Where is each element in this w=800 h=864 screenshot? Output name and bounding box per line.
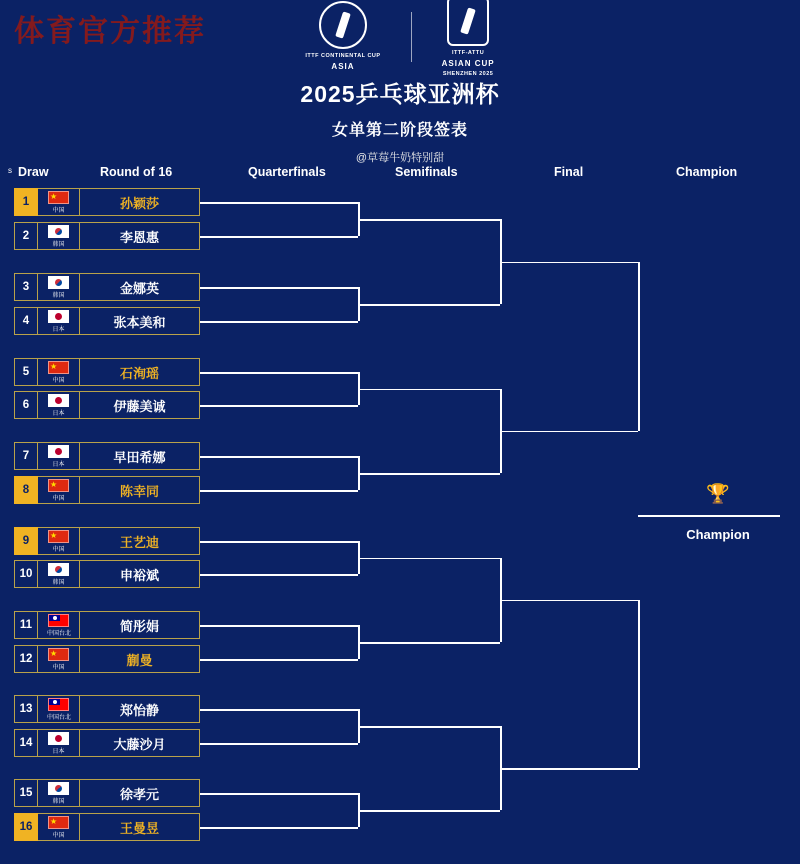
flag-jp-icon [48,732,69,745]
connector-h-champion [638,515,780,517]
bracket-row[interactable] [14,476,200,504]
player-region-label: 中国 [52,376,65,384]
connector-h-sf-2 [500,431,638,433]
bracket-row[interactable] [14,611,200,639]
flag-cn-icon [48,479,69,492]
column-header-round-of-16: Round of 16 [100,165,173,179]
player-flag-cell [38,442,80,470]
flag-kr-icon [48,276,69,289]
seed-number: 8 [14,476,38,504]
player-region-label: 韩国 [52,797,65,805]
bracket-row[interactable] [14,527,200,555]
flag-jp-icon [48,445,69,458]
watermark-text: 体育官方推荐 [14,14,206,49]
player-name[interactable]: 徐孝元 [80,779,200,807]
page-title: 2025乒乓球亚洲杯 [300,81,500,107]
connector-v-final-2 [638,600,640,768]
connector-h-r16-16 [200,827,358,829]
flag-kr-icon [48,225,69,238]
player-flag-cell [38,476,80,504]
seed-number: 11 [14,611,38,639]
seed-number: 6 [14,391,38,419]
connector-h-r16-9 [200,541,358,543]
seed-number: 14 [14,729,38,757]
seed-number: 7 [14,442,38,470]
player-flag-cell [38,729,80,757]
player-name[interactable]: 王艺迪 [80,527,200,555]
connector-h-r16-14 [200,743,358,745]
bracket-row[interactable] [14,645,200,673]
bracket-row[interactable] [14,442,200,470]
player-name[interactable]: 郑怡静 [80,695,200,723]
player-flag-cell [38,560,80,588]
flag-jp-icon [48,394,69,407]
player-flag-cell [38,695,80,723]
logo-right-line3: SHENZHEN 2025 [442,70,494,77]
column-header-semifinals: Semifinals [395,165,458,179]
logo-left-line1: ITTF CONTINENTAL CUP [305,53,381,60]
column-header-draw: Draw [18,165,49,179]
flag-kr-icon [48,782,69,795]
flag-kr-icon [48,563,69,576]
player-flag-cell [38,779,80,807]
player-region-label: 韩国 [52,578,65,586]
player-flag-cell [38,222,80,250]
player-region-label: 中国台北 [46,713,71,721]
connector-h-r16-5 [200,372,358,374]
player-name[interactable]: 申裕斌 [80,560,200,588]
connector-v-final-1 [638,262,640,431]
player-name[interactable]: 蒯曼 [80,645,200,673]
flag-tw-icon [48,698,69,711]
player-name[interactable]: 早田希娜 [80,442,200,470]
player-flag-cell [38,188,80,216]
player-region-label: 日本 [52,747,65,755]
player-flag-cell [38,611,80,639]
connector-h-r16-7 [200,456,358,458]
connector-h-r16-1 [200,202,358,204]
bracket-row[interactable] [14,695,200,723]
player-name[interactable]: 李恩惠 [80,222,200,250]
player-region-label: 韩国 [52,240,65,248]
bracket-row[interactable] [14,358,200,386]
player-region-label: 日本 [52,325,65,333]
flag-tw-icon [48,614,69,627]
player-region-label: 韩国 [52,291,65,299]
connector-h-r16-13 [200,709,358,711]
credit-text: @草莓牛奶特别甜 [355,152,445,164]
player-flag-cell [38,307,80,335]
connector-h-qf-3 [358,389,500,391]
seed-number: 1 [14,188,38,216]
player-flag-cell [38,273,80,301]
player-name[interactable]: 简彤娟 [80,611,200,639]
player-name[interactable]: 大藤沙月 [80,729,200,757]
player-region-label: 中国台北 [46,629,71,637]
player-flag-cell [38,358,80,386]
seed-number: 16 [14,813,38,841]
player-flag-cell [38,813,80,841]
flag-cn-icon [48,648,69,661]
connector-h-r16-6 [200,405,358,407]
seed-number: 9 [14,527,38,555]
player-region-label: 中国 [52,206,65,214]
champion-label: Champion [686,527,750,542]
connector-h-qf-7 [358,726,500,728]
seed-number: 3 [14,273,38,301]
seed-number: 13 [14,695,38,723]
seed-number: 15 [14,779,38,807]
connector-h-qf-8 [358,810,500,812]
bracket-row[interactable] [14,779,200,807]
player-flag-cell [38,391,80,419]
player-region-label: 中国 [52,545,65,553]
connector-h-qf-5 [358,558,500,560]
player-name[interactable]: 石洵瑶 [80,358,200,386]
connector-h-r16-8 [200,490,358,492]
trophy-icon: 🏆 [706,484,730,505]
bracket-row[interactable] [14,729,200,757]
player-name[interactable]: 陈幸同 [80,476,200,504]
connector-h-r16-3 [200,287,358,289]
bracket-row[interactable] [14,273,200,301]
bracket-row[interactable] [14,813,200,841]
bracket-row[interactable] [14,560,200,588]
connector-h-qf-6 [358,642,500,644]
player-name[interactable]: 王曼昱 [80,813,200,841]
column-header-s: s [8,166,12,175]
player-region-label: 中国 [52,494,65,502]
bracket-row[interactable] [14,222,200,250]
connector-h-r16-15 [200,793,358,795]
bracket-row[interactable] [14,307,200,335]
logo-right-line1: ITTF-ATTU [451,50,485,57]
connector-h-sf-1 [500,262,638,264]
flag-cn-icon [48,361,69,374]
player-flag-cell [38,645,80,673]
player-name[interactable]: 孙颖莎 [80,188,200,216]
logo-right-line2: ASIAN CUP [441,58,495,68]
flag-cn-icon [48,191,69,204]
connector-h-sf-3 [500,600,638,602]
player-region-label: 日本 [52,409,65,417]
flag-jp-icon [48,310,69,323]
connector-h-r16-4 [200,321,358,323]
seed-number: 5 [14,358,38,386]
player-name[interactable]: 张本美和 [80,307,200,335]
seed-number: 12 [14,645,38,673]
column-header-final: Final [554,165,584,179]
connector-h-r16-11 [200,625,358,627]
seed-number: 10 [14,560,38,588]
connector-h-qf-1 [358,219,500,221]
column-header-champion: Champion [676,165,738,179]
flag-cn-icon [48,530,69,543]
flag-cn-icon [48,816,69,829]
player-flag-cell [38,527,80,555]
logo-left-line2: ASIA [331,61,355,71]
player-name[interactable]: 金娜英 [80,273,200,301]
connector-h-sf-4 [500,768,638,770]
column-header-quarterfinals: Quarterfinals [248,165,326,179]
player-region-label: 中国 [52,831,65,839]
bracket-row[interactable] [14,391,200,419]
connector-h-qf-4 [358,473,500,475]
seed-number: 2 [14,222,38,250]
connector-h-r16-2 [200,236,358,238]
player-region-label: 中国 [52,663,65,671]
player-name[interactable]: 伊藤美诚 [80,391,200,419]
player-region-label: 日本 [52,460,65,468]
seed-number: 4 [14,307,38,335]
connector-h-qf-2 [358,304,500,306]
connector-h-r16-10 [200,574,358,576]
connector-h-r16-12 [200,659,358,661]
page-subtitle: 女单第二阶段签表 [331,122,468,139]
bracket-row[interactable] [14,188,200,216]
